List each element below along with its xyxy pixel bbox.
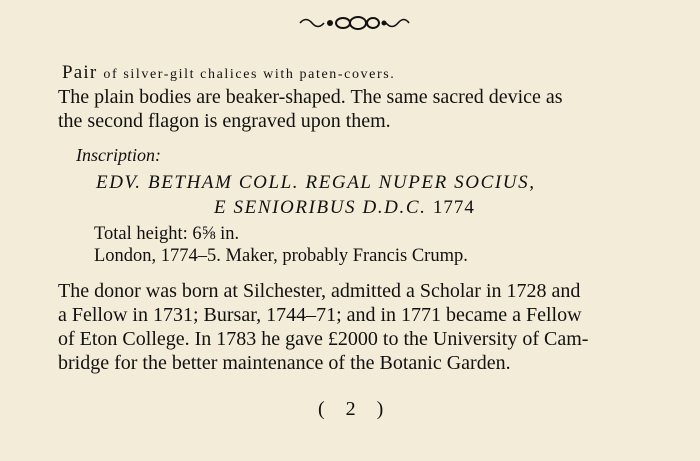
- total-height: Total height: 6⅝ in.: [94, 224, 240, 244]
- inscription-label: Inscription:: [76, 145, 161, 165]
- paragraph-line-2: a Fellow in 1731; Bursar, 1744–71; and in 1771 became a Fellow: [58, 304, 582, 326]
- maker-line: London, 1774–5. Maker, probably Francis Crump.: [94, 246, 468, 266]
- inscription-line-2-text: E SENIORIBUS D.D.C.: [214, 197, 427, 218]
- paragraph-line-3: of Eton College. In 1783 he gave £2000 to the University of Cam-: [58, 328, 589, 350]
- paragraph-line-4: bridge for the better maintenance of the Botanic Garden.: [58, 352, 511, 374]
- page-number: ( 2 ): [318, 398, 392, 420]
- ornament-icon: [296, 12, 412, 34]
- inscription-line-1: EDV. BETHAM COLL. REGAL NUPER SOCIUS,: [96, 172, 536, 193]
- heading-rest: of silver-gilt chalices with paten-covers.: [103, 67, 396, 82]
- description-line-1: The plain bodies are beaker-shaped. The same sacred device as: [58, 86, 563, 108]
- paragraph-line-1: The donor was born at Silchester, admitted a Scholar in 1728 and: [58, 280, 581, 302]
- heading-first-word: Pair: [62, 62, 98, 83]
- description-line-2: the second flagon is engraved upon them.: [58, 110, 391, 132]
- inscription-line-2: [214, 197, 475, 219]
- item-heading: [62, 62, 395, 84]
- inscription-year: 1774: [432, 197, 475, 218]
